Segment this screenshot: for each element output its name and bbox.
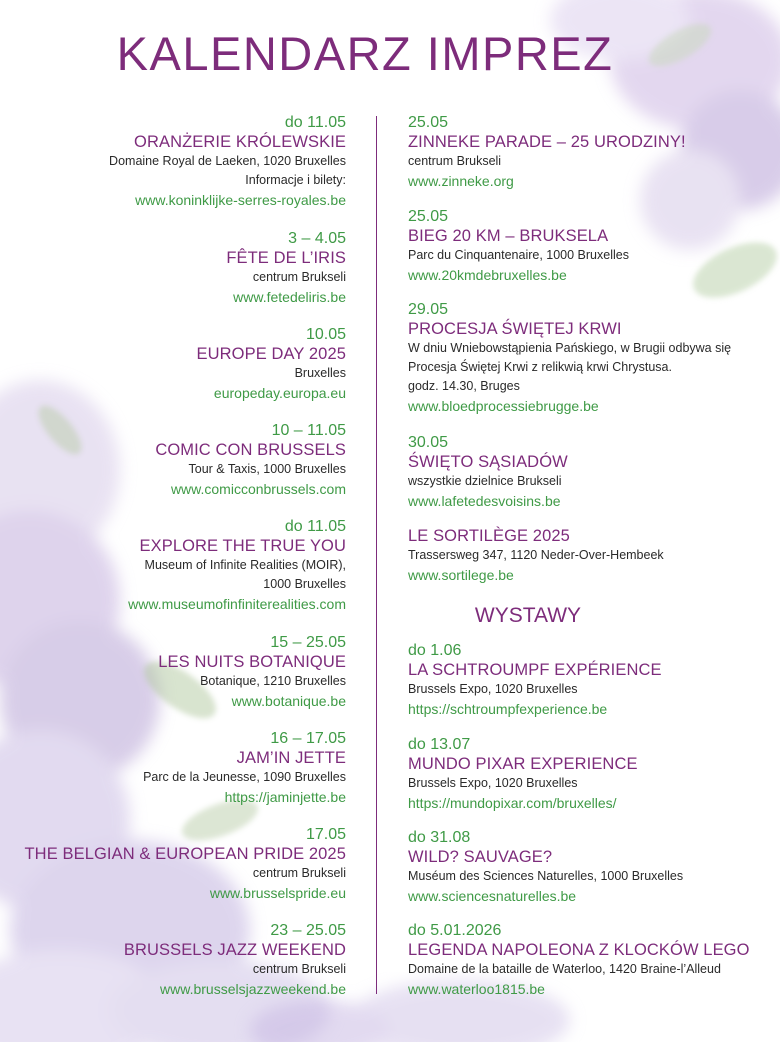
- event-date: do 11.05: [284, 518, 346, 535]
- event-name: BIEG 20 KM – BRUKSELA: [408, 227, 609, 245]
- event-link[interactable]: www.fetedeliris.be: [233, 289, 346, 305]
- event-item: [20, 634, 346, 711]
- event-link[interactable]: www.20kmdebruxelles.be: [408, 267, 567, 283]
- event-location: centrum Brukseli: [252, 962, 346, 976]
- exhibition-date: do 31.08: [408, 829, 471, 846]
- event-item: [408, 301, 776, 416]
- event-link[interactable]: www.comicconbrussels.com: [170, 481, 346, 497]
- event-link[interactable]: www.botanique.be: [231, 693, 346, 709]
- exhibition-item: [408, 829, 776, 906]
- event-item: [20, 826, 346, 903]
- event-link[interactable]: www.lafetedesvoisins.be: [408, 493, 561, 509]
- event-item: [20, 730, 346, 807]
- event-location: Botanique, 1210 Bruxelles: [200, 674, 346, 688]
- event-location: Bruxelles: [294, 366, 346, 380]
- event-description: W dniu Wniebowstąpienia Pańskiego, w Brugii odbywa się: [408, 341, 732, 355]
- event-date: 15 – 25.05: [270, 634, 346, 651]
- event-date: 23 – 25.05: [270, 922, 346, 939]
- exhibition-name: LA SCHTROUMPF EXPÉRIENCE: [408, 661, 662, 679]
- exhibitions-heading: WYSTAWY: [474, 604, 582, 627]
- event-name: EXPLORE THE TRUE YOU: [139, 537, 346, 555]
- event-name: ŚWIĘTO SĄSIADÓW: [408, 453, 568, 471]
- event-item: [408, 114, 776, 191]
- event-location-city: 1000 Bruxelles: [263, 577, 346, 591]
- event-date: 3 – 4.05: [288, 230, 346, 247]
- event-date: 30.05: [408, 434, 449, 451]
- page-title: KALENDARZ IMPREZ: [116, 27, 614, 80]
- exhibition-link[interactable]: www.sciencesnaturelles.be: [408, 888, 577, 904]
- event-name: ORANŻERIE KRÓLEWSKIE: [134, 133, 346, 151]
- exhibition-link[interactable]: https://mundopixar.com/bruxelles/: [408, 795, 617, 811]
- event-date: 29.05: [408, 301, 449, 318]
- event-time-place: godz. 14.30, Bruges: [408, 379, 520, 393]
- exhibition-location: Domaine de la bataille de Waterloo, 1420 Braine-l’Alleud: [408, 962, 721, 976]
- event-location: Tour & Taxis, 1000 Bruxelles: [188, 462, 346, 476]
- event-name: THE BELGIAN & EUROPEAN PRIDE 2025: [24, 845, 346, 863]
- exhibition-name: MUNDO PIXAR EXPERIENCE: [408, 755, 638, 773]
- column-divider: [376, 116, 377, 994]
- exhibition-date: do 13.07: [408, 736, 471, 753]
- event-location: Trassersweg 347, 1120 Neder-Over-Hembeek: [408, 548, 664, 562]
- event-name: JAM’IN JETTE: [236, 749, 346, 767]
- event-name: PROCESJA ŚWIĘTEJ KRWI: [408, 320, 622, 338]
- event-name: COMIC CON BRUSSELS: [155, 441, 346, 459]
- event-item: [20, 326, 346, 403]
- event-date: 16 – 17.05: [270, 730, 346, 747]
- event-link[interactable]: www.zinneke.org: [408, 173, 514, 189]
- event-name: EUROPE DAY 2025: [196, 345, 346, 363]
- event-note: Informacje i bilety:: [245, 173, 346, 187]
- event-date: 25.05: [408, 208, 449, 225]
- event-name: FÊTE DE L’IRIS: [226, 249, 346, 267]
- event-date: do 11.05: [284, 114, 346, 131]
- event-name: BRUSSELS JAZZ WEEKEND: [123, 941, 346, 959]
- event-name: LES NUITS BOTANIQUE: [158, 653, 346, 671]
- event-description: Procesja Świętej Krwi z relikwią krwi Chrystusa.: [408, 360, 672, 374]
- exhibition-item: [408, 922, 776, 999]
- exhibition-link[interactable]: www.waterloo1815.be: [408, 981, 545, 997]
- event-item: [20, 922, 346, 999]
- event-item: [408, 434, 776, 511]
- event-link[interactable]: www.brusselsjazzweekend.be: [160, 981, 346, 997]
- exhibition-name: LEGENDA NAPOLEONA Z KLOCKÓW LEGO: [408, 941, 750, 959]
- exhibition-date: do 5.01.2026: [408, 922, 502, 939]
- event-item: [20, 114, 346, 210]
- event-date: 25.05: [408, 114, 449, 131]
- event-location: wszystkie dzielnice Brukseli: [408, 474, 562, 488]
- event-location: Domaine Royal de Laeken, 1020 Bruxelles: [109, 154, 346, 168]
- event-location: Museum of Infinite Realities (MOIR),: [144, 558, 346, 572]
- event-name: LE SORTILÈGE 2025: [408, 527, 570, 545]
- event-item: [408, 208, 776, 285]
- event-item: [20, 230, 346, 307]
- event-date: 10 – 11.05: [271, 422, 346, 439]
- exhibition-location: Brussels Expo, 1020 Bruxelles: [408, 682, 578, 696]
- event-location: centrum Brukseli: [252, 866, 346, 880]
- event-date: 17.05: [305, 826, 346, 843]
- exhibition-link[interactable]: https://schtroumpfexperience.be: [408, 701, 608, 717]
- event-link[interactable]: www.bloedprocessiebrugge.be: [408, 398, 599, 414]
- event-link[interactable]: www.sortilege.be: [408, 567, 514, 583]
- event-link[interactable]: www.koninklijke-serres-royales.be: [135, 192, 346, 208]
- event-location: centrum Brukseli: [252, 270, 346, 284]
- exhibition-item: [408, 736, 776, 813]
- event-item: [20, 518, 346, 614]
- event-link[interactable]: www.museumofinfiniterealities.com: [128, 596, 346, 612]
- event-link[interactable]: https://jaminjette.be: [224, 789, 346, 805]
- exhibition-location: Muséum des Sciences Naturelles, 1000 Bruxelles: [408, 869, 684, 883]
- event-location: Parc de la Jeunesse, 1090 Bruxelles: [143, 770, 346, 784]
- event-link[interactable]: www.brusselspride.eu: [209, 885, 346, 901]
- exhibition-date: do 1.06: [408, 642, 462, 659]
- exhibition-name: WILD? SAUVAGE?: [408, 848, 553, 866]
- event-name: ZINNEKE PARADE – 25 URODZINY!: [408, 133, 686, 151]
- event-location: centrum Brukseli: [408, 154, 502, 168]
- event-link[interactable]: europeday.europa.eu: [213, 385, 346, 401]
- event-item: [20, 422, 346, 499]
- exhibition-item: [408, 642, 776, 719]
- event-date: 10.05: [305, 326, 346, 343]
- exhibition-location: Brussels Expo, 1020 Bruxelles: [408, 776, 578, 790]
- event-location: Parc du Cinquantenaire, 1000 Bruxelles: [408, 248, 629, 262]
- event-item: [408, 526, 776, 585]
